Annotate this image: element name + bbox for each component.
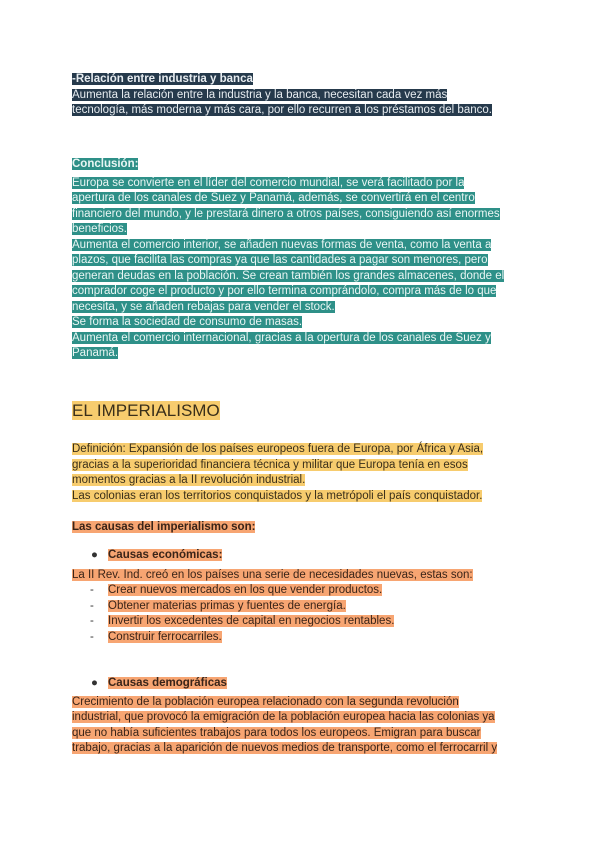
- paragraph-line: Definición: Expansión de los países europeos fuera de Europa, por África y Asia,: [72, 443, 484, 455]
- list-item: Crear nuevos mercados en los que vender productos.: [108, 584, 383, 596]
- paragraph-line: Crecimiento de la población europea relacionado con la segunda revolución: [72, 695, 459, 708]
- paragraph-line: comprador coge el producto y por ello termina comprándolo, compra más de lo que: [72, 285, 497, 297]
- economic-causes-block: [72, 548, 532, 645]
- section-conclusion: [72, 157, 532, 362]
- paragraph-line: Las colonias eran los territorios conquistados y la metrópoli el país conquistador.: [72, 489, 483, 502]
- subsection-heading: Causas económicas:: [108, 549, 223, 561]
- list-item: Obtener materias primas y fuentes de energía.: [108, 599, 346, 612]
- paragraph-line: necesita, y se añaden rebajas para vender el stock.: [72, 300, 335, 313]
- paragraph-line: Aumenta el comercio interior, se añaden nuevas formas de venta, como la venta a: [72, 238, 492, 251]
- demographic-causes-block: [72, 676, 532, 757]
- page-title: EL IMPERIALISMO: [72, 401, 220, 420]
- subsection-heading: Causas demográficas: [108, 677, 227, 689]
- causes-heading-block: [72, 520, 532, 536]
- list-item: Invertir los excedentes de capital en negocios rentables.: [108, 615, 395, 627]
- bullet-icon: ●: [91, 549, 98, 561]
- paragraph-line: momentos gracias a la II revolución industrial.: [72, 474, 306, 486]
- section-heading: Conclusión:: [72, 158, 139, 170]
- paragraph-line: apertura de los canales de Suez y Panamá, además, se convertirá en el centro: [72, 192, 475, 204]
- paragraph-line: Aumenta el comercio internacional, gracias a la opertura de los canales de Suez y: [72, 331, 491, 344]
- section-heading: -Relación entre industria y banca: [72, 73, 253, 85]
- paragraph-line: tecnología, más moderna y más cara, por ello recurren a los préstamos del banco.: [72, 104, 492, 116]
- dash-marker: -: [90, 630, 94, 643]
- paragraph-line: La II Rev. Ind. creó en los países una serie de necesidades nuevas, estas son:: [72, 568, 473, 581]
- causes-heading: Las causas del imperialismo son:: [72, 521, 256, 533]
- paragraph-line: beneficios.: [72, 223, 127, 235]
- imperialismo-title-block: [72, 400, 532, 422]
- paragraph-line: trabajo, gracias a la aparición de nuevos medios de transporte, como el ferrocarril y: [72, 742, 498, 754]
- dash-marker: -: [90, 599, 94, 612]
- paragraph-line: que no había suficientes trabajos para todos los europeos. Emigran para buscar: [72, 726, 481, 739]
- bullet-icon: ●: [91, 677, 98, 689]
- paragraph-line: industrial, que provocó la emigración de la población europea hacia las colonias ya: [72, 711, 495, 723]
- paragraph-line: Panamá.: [72, 347, 119, 359]
- section-relacion: [72, 72, 532, 119]
- paragraph-line: gracias a la superioridad financiera técnica y militar que Europa tenía en esos: [72, 458, 468, 471]
- list-item: Construir ferrocarriles.: [108, 630, 222, 643]
- paragraph-line: generan deudas en la población. Se crean también los grandes almacenes, donde el: [72, 269, 505, 282]
- paragraph-line: Europa se convierte en el líder del comercio mundial, se verá facilitado por la: [72, 176, 465, 189]
- paragraph-line: financiero del mundo, y le prestará dinero a otros países, consiguiendo así enormes: [72, 207, 500, 220]
- definition-block: [72, 442, 532, 504]
- paragraph-line: Se forma la sociedad de consumo de masas.: [72, 316, 303, 328]
- paragraph-line: Aumenta la relación entre la industria y la banca, necesitan cada vez más: [72, 88, 448, 101]
- dash-marker: -: [90, 615, 94, 627]
- dash-marker: -: [90, 584, 94, 596]
- paragraph-line: plazos, que facilita las compras ya que las cantidades a pagar son menores, pero: [72, 254, 488, 266]
